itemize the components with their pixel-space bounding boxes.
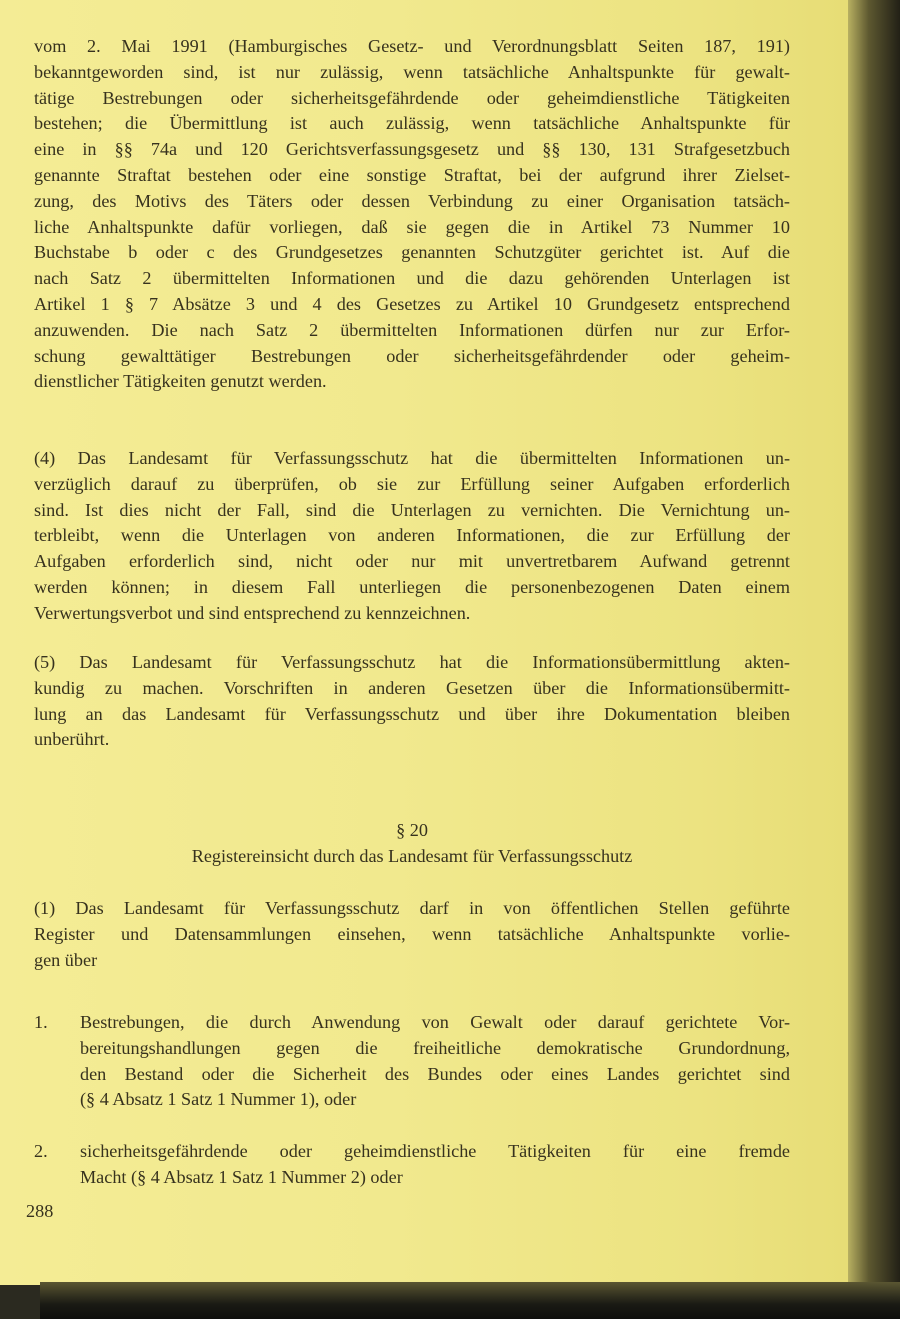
text-line: Artikel 1 § 7 Absätze 3 und 4 des Gesetzes zu Artikel 10 Grundgesetz entsprechend bbox=[34, 293, 790, 314]
text-line: zung, des Motivs des Täters oder dessen Verbindung zu einer Organisation tatsäch- bbox=[34, 190, 790, 211]
text-line: bestehen; die Übermittlung ist auch zulässig, wenn tatsächliche Anhaltspunkte für bbox=[34, 113, 790, 134]
text-line: eine in §§ 74a und 120 Gerichtsverfassungsgesetz und §§ 130, 131 Strafgesetzbuch bbox=[34, 139, 790, 160]
page-edge-shadow bbox=[848, 0, 900, 1319]
section-title: Registereinsicht durch das Landesamt für Verfassungsschutz bbox=[191, 845, 633, 866]
text-line: terbleibt, wenn die Unterlagen von anderen Informationen, die zur Erfüllung der bbox=[34, 525, 790, 546]
text-line: unberührt. bbox=[34, 729, 110, 750]
text-line: bereitungshandlungen gegen die freiheitliche demokratische Grundordnung, bbox=[80, 1037, 790, 1058]
list-number: 1. bbox=[34, 1012, 48, 1032]
paragraph-4 bbox=[34, 446, 790, 627]
text-line: (1) Das Landesamt für Verfassungsschutz darf in von öffentlichen Stellen geführte bbox=[34, 898, 790, 918]
text-line: Buchstabe b oder c des Grundgesetzes genannten Schutzgüter gerichtet ist. Auf die bbox=[34, 242, 790, 263]
text-line: gen über bbox=[34, 949, 98, 970]
section-heading bbox=[34, 818, 790, 870]
text-line: (5) Das Landesamt für Verfassungsschutz hat die Informationsübermittlung akten- bbox=[34, 652, 790, 672]
page-number: 288 bbox=[26, 1201, 54, 1221]
paragraph-5 bbox=[34, 650, 790, 753]
text-line: (4) Das Landesamt für Verfassungsschutz hat die übermittelten Informationen un- bbox=[34, 448, 790, 468]
section-number: § 20 bbox=[396, 820, 428, 840]
text-line: Register und Datensammlungen einsehen, wenn tatsächliche Anhaltspunkte vorlie- bbox=[34, 923, 790, 944]
text-line: schung gewalttätiger Bestrebungen oder sicherheitsgefährdender oder geheim- bbox=[34, 345, 790, 366]
text-line: bekanntgeworden sind, ist nur zulässig, wenn tatsächliche Anhaltspunkte für gewalt- bbox=[34, 61, 790, 82]
text-line: liche Anhaltspunkte dafür vorliegen, daß sie gegen die in Artikel 73 Nummer 10 bbox=[34, 216, 790, 237]
text-line: werden können; in diesem Fall unterliegen die personenbezogenen Daten einem bbox=[34, 576, 790, 597]
text-line: sicherheitsgefährdende oder geheimdienstliche Tätigkeiten für eine fremde bbox=[80, 1141, 790, 1161]
text-line: lung an das Landesamt für Verfassungsschutz und über ihre Dokumentation bleiben bbox=[34, 703, 790, 724]
list-item-body bbox=[80, 1010, 790, 1113]
text-line: tätige Bestrebungen oder sicherheitsgefährdende oder geheimdienstliche Tätigkeiten bbox=[34, 87, 790, 108]
paragraph-continuation bbox=[34, 34, 790, 395]
text-line: Bestrebungen, die durch Anwendung von Gewalt oder darauf gerichtete Vor- bbox=[80, 1012, 790, 1032]
text-line: sind. Ist dies nicht der Fall, sind die Unterlagen zu vernichten. Die Vernichtung un- bbox=[34, 499, 790, 520]
text-line: dienstlicher Tätigkeiten genutzt werden. bbox=[34, 371, 327, 392]
text-line: vom 2. Mai 1991 (Hamburgisches Gesetz- und Verordnungsblatt Seiten 187, 191) bbox=[34, 36, 790, 56]
section-20-paragraph-1 bbox=[34, 896, 790, 973]
text-line: (§ 4 Absatz 1 Satz 1 Nummer 1), oder bbox=[80, 1089, 357, 1110]
text-line: den Bestand oder die Sicherheit des Bundes oder eines Landes gerichtet sind bbox=[80, 1063, 790, 1084]
text-line: Aufgaben erforderlich sind, nicht oder nur mit unvertretbarem Aufwand getrennt bbox=[34, 551, 790, 572]
text-line: Verwertungsverbot und sind entsprechend zu kennzeichnen. bbox=[34, 602, 471, 623]
text-line: nach Satz 2 übermittelten Informationen und die dazu gehörenden Unterlagen ist bbox=[34, 268, 790, 289]
text-line: anzuwenden. Die nach Satz 2 übermittelten Informationen dürfen nur zur Erfor- bbox=[34, 319, 790, 340]
text-line: kundig zu machen. Vorschriften in anderen Gesetzen über die Informationsübermitt- bbox=[34, 677, 790, 698]
list-number: 2. bbox=[34, 1141, 48, 1161]
text-line: genannte Straftat bestehen oder eine sonstige Straftat, bei der aufgrund ihrer Zielset- bbox=[34, 164, 790, 185]
page-bottom-shadow bbox=[40, 1282, 900, 1319]
text-line: verzüglich darauf zu überprüfen, ob sie zur Erfüllung seiner Aufgaben erforderlich bbox=[34, 473, 790, 494]
text-line: Macht (§ 4 Absatz 1 Satz 1 Nummer 2) oder bbox=[80, 1166, 403, 1187]
list-item-body bbox=[80, 1139, 790, 1191]
